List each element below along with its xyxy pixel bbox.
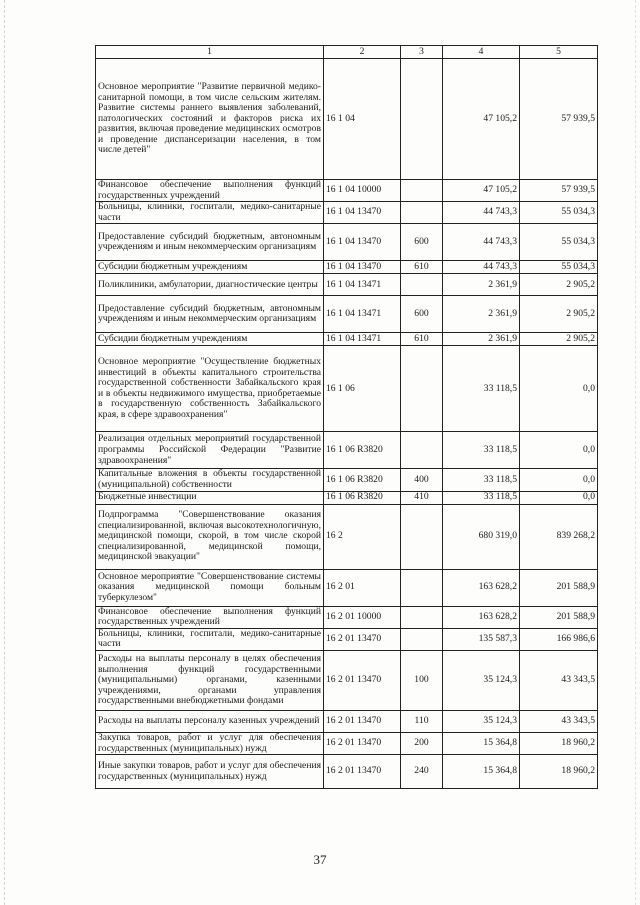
row-value-4: 15 364,8 bbox=[443, 755, 520, 789]
row-value-5: 55 034,3 bbox=[520, 224, 598, 261]
row-name: Расходы на выплаты персоналу в целях обеспечения выполнения функций государственными (муниципальными) органами, казенными учреждениями, органами управления государственными внебюджетными фондами bbox=[96, 650, 324, 710]
row-code: 16 2 01 13470 bbox=[324, 732, 401, 754]
row-group: 100 bbox=[401, 650, 443, 710]
row-group: 600 bbox=[401, 224, 443, 261]
row-value-4: 2 361,9 bbox=[443, 296, 520, 333]
row-group: 240 bbox=[401, 755, 443, 789]
table-row bbox=[96, 628, 598, 650]
row-code: 16 1 06 R3820 bbox=[324, 432, 401, 469]
row-value-5: 166 986,6 bbox=[520, 628, 598, 650]
table-row bbox=[96, 569, 598, 606]
row-value-4: 44 743,3 bbox=[443, 224, 520, 261]
row-name: Подпрограмма "Совершенствование оказания специализированной, включая высокотехнологичную, медицинской помощи, скорой, в том числе скорой специализированной, медицинской помощи, медицинской эвакуации" bbox=[96, 504, 324, 569]
header-col-5: 5 bbox=[520, 46, 598, 59]
row-value-4: 2 361,9 bbox=[443, 333, 520, 346]
row-value-5: 43 343,5 bbox=[520, 710, 598, 732]
row-name: Финансовое обеспечение выполнения функций государственных учреждений bbox=[96, 606, 324, 628]
row-name: Больницы, клиники, госпитали, медико-санитарные части bbox=[96, 628, 324, 650]
table-row bbox=[96, 710, 598, 732]
table-row bbox=[96, 296, 598, 333]
table-row bbox=[96, 504, 598, 569]
row-name: Основное мероприятие "Осуществление бюджетных инвестиций в объекты капитального строительства государственной собственности Забайкальского края и в объекты недвижимого имущества, приобретаемые в государственную собственность Забайкальского края, в сфере здравоохранения" bbox=[96, 346, 324, 432]
row-group bbox=[401, 202, 443, 224]
row-value-4: 680 319,0 bbox=[443, 504, 520, 569]
row-name: Закупка товаров, работ и услуг для обеспечения государственных (муниципальных) нужд bbox=[96, 732, 324, 754]
row-code: 16 2 bbox=[324, 504, 401, 569]
row-value-4: 163 628,2 bbox=[443, 606, 520, 628]
row-value-5: 0,0 bbox=[520, 491, 598, 504]
row-code: 16 1 04 13471 bbox=[324, 296, 401, 333]
row-code: 16 2 01 13470 bbox=[324, 650, 401, 710]
table-row bbox=[96, 469, 598, 491]
row-code: 16 2 01 bbox=[324, 569, 401, 606]
header-col-1: 1 bbox=[96, 46, 324, 59]
row-group bbox=[401, 569, 443, 606]
row-group bbox=[401, 346, 443, 432]
row-value-4: 33 118,5 bbox=[443, 491, 520, 504]
row-value-5: 0,0 bbox=[520, 346, 598, 432]
row-code: 16 1 06 R3820 bbox=[324, 491, 401, 504]
row-group bbox=[401, 59, 443, 180]
table-row bbox=[96, 261, 598, 274]
row-code: 16 1 06 R3820 bbox=[324, 469, 401, 491]
row-code: 16 1 04 bbox=[324, 59, 401, 180]
row-code: 16 1 04 13470 bbox=[324, 224, 401, 261]
row-value-4: 33 118,5 bbox=[443, 346, 520, 432]
row-group bbox=[401, 628, 443, 650]
row-name: Финансовое обеспечение выполнения функций государственных учреждений bbox=[96, 180, 324, 202]
table-row bbox=[96, 755, 598, 789]
row-value-4: 135 587,3 bbox=[443, 628, 520, 650]
row-name: Основное мероприятие "Развитие первичной медико-санитарной помощи, в том числе сельским жителям. Развитие системы раннего выявления заболеваний, патологических состояний и факторов риска их развития, включая проведение медицинских осмотров и проведение диспансеризации населения, в том числе детей" bbox=[96, 59, 324, 180]
row-code: 16 1 04 13471 bbox=[324, 274, 401, 296]
table-row bbox=[96, 333, 598, 346]
row-group: 400 bbox=[401, 469, 443, 491]
table-row bbox=[96, 650, 598, 710]
scan-edge-left bbox=[4, 0, 6, 905]
row-value-5: 2 905,2 bbox=[520, 333, 598, 346]
header-col-2: 2 bbox=[324, 46, 401, 59]
row-value-5: 0,0 bbox=[520, 469, 598, 491]
header-col-4: 4 bbox=[443, 46, 520, 59]
row-code: 16 1 04 13471 bbox=[324, 333, 401, 346]
row-value-5: 57 939,5 bbox=[520, 59, 598, 180]
row-code: 16 1 06 bbox=[324, 346, 401, 432]
row-value-4: 2 361,9 bbox=[443, 274, 520, 296]
row-value-4: 15 364,8 bbox=[443, 732, 520, 754]
table-row bbox=[96, 274, 598, 296]
row-name: Поликлиники, амбулатории, диагностические центры bbox=[96, 274, 324, 296]
row-value-5: 43 343,5 bbox=[520, 650, 598, 710]
row-name: Основное мероприятие "Совершенствование системы оказания медицинской помощи больным туберкулезом" bbox=[96, 569, 324, 606]
row-value-5: 201 588,9 bbox=[520, 569, 598, 606]
row-value-5: 2 905,2 bbox=[520, 274, 598, 296]
row-name: Расходы на выплаты персоналу казенных учреждений bbox=[96, 710, 324, 732]
row-value-4: 47 105,2 bbox=[443, 180, 520, 202]
row-group bbox=[401, 432, 443, 469]
row-value-5: 18 960,2 bbox=[520, 732, 598, 754]
table-row bbox=[96, 732, 598, 754]
table-row bbox=[96, 606, 598, 628]
row-value-4: 163 628,2 bbox=[443, 569, 520, 606]
row-group bbox=[401, 606, 443, 628]
row-value-5: 201 588,9 bbox=[520, 606, 598, 628]
row-group: 610 bbox=[401, 261, 443, 274]
row-value-5: 55 034,3 bbox=[520, 261, 598, 274]
row-name: Предоставление субсидий бюджетным, автономным учреждениям и иным некоммерческим организациям bbox=[96, 224, 324, 261]
row-name: Больницы, клиники, госпитали, медико-санитарные части bbox=[96, 202, 324, 224]
row-code: 16 1 04 13470 bbox=[324, 202, 401, 224]
row-code: 16 1 04 13470 bbox=[324, 261, 401, 274]
row-code: 16 2 01 13470 bbox=[324, 628, 401, 650]
table-row bbox=[96, 59, 598, 180]
row-code: 16 1 04 10000 bbox=[324, 180, 401, 202]
table-row bbox=[96, 180, 598, 202]
row-value-5: 2 905,2 bbox=[520, 296, 598, 333]
budget-table bbox=[95, 45, 598, 789]
page-number: 37 bbox=[313, 852, 327, 867]
row-value-5: 18 960,2 bbox=[520, 755, 598, 789]
row-name: Бюджетные инвестиции bbox=[96, 491, 324, 504]
header-row bbox=[96, 46, 598, 59]
scan-edge-right bbox=[635, 0, 637, 905]
row-value-4: 35 124,3 bbox=[443, 650, 520, 710]
row-name: Субсидии бюджетным учреждениям bbox=[96, 261, 324, 274]
row-value-4: 33 118,5 bbox=[443, 469, 520, 491]
table-row bbox=[96, 202, 598, 224]
row-value-4: 44 743,3 bbox=[443, 202, 520, 224]
row-name: Иные закупки товаров, работ и услуг для обеспечения государственных (муниципальных) нужд bbox=[96, 755, 324, 789]
row-name: Предоставление субсидий бюджетным, автономным учреждениям и иным некоммерческим организациям bbox=[96, 296, 324, 333]
row-code: 16 2 01 13470 bbox=[324, 710, 401, 732]
row-value-4: 35 124,3 bbox=[443, 710, 520, 732]
row-group: 110 bbox=[401, 710, 443, 732]
row-name: Субсидии бюджетным учреждениям bbox=[96, 333, 324, 346]
row-group: 410 bbox=[401, 491, 443, 504]
table-body bbox=[96, 59, 598, 789]
header-col-3: 3 bbox=[401, 46, 443, 59]
table-row bbox=[96, 491, 598, 504]
table-row bbox=[96, 346, 598, 432]
row-value-5: 57 939,5 bbox=[520, 180, 598, 202]
table-row bbox=[96, 224, 598, 261]
row-value-5: 55 034,3 bbox=[520, 202, 598, 224]
table-row bbox=[96, 432, 598, 469]
row-value-5: 839 268,2 bbox=[520, 504, 598, 569]
row-value-4: 33 118,5 bbox=[443, 432, 520, 469]
row-name: Реализация отдельных мероприятий государственной программы Российской Федерации "Развитие здравоохранения" bbox=[96, 432, 324, 469]
row-group bbox=[401, 274, 443, 296]
row-group: 600 bbox=[401, 296, 443, 333]
row-name: Капитальные вложения в объекты государственной (муниципальной) собственности bbox=[96, 469, 324, 491]
row-group bbox=[401, 504, 443, 569]
row-group bbox=[401, 180, 443, 202]
row-value-5: 0,0 bbox=[520, 432, 598, 469]
row-code: 16 2 01 13470 bbox=[324, 755, 401, 789]
row-group: 610 bbox=[401, 333, 443, 346]
row-code: 16 2 01 10000 bbox=[324, 606, 401, 628]
row-value-4: 47 105,2 bbox=[443, 59, 520, 180]
row-value-4: 44 743,3 bbox=[443, 261, 520, 274]
row-group: 200 bbox=[401, 732, 443, 754]
